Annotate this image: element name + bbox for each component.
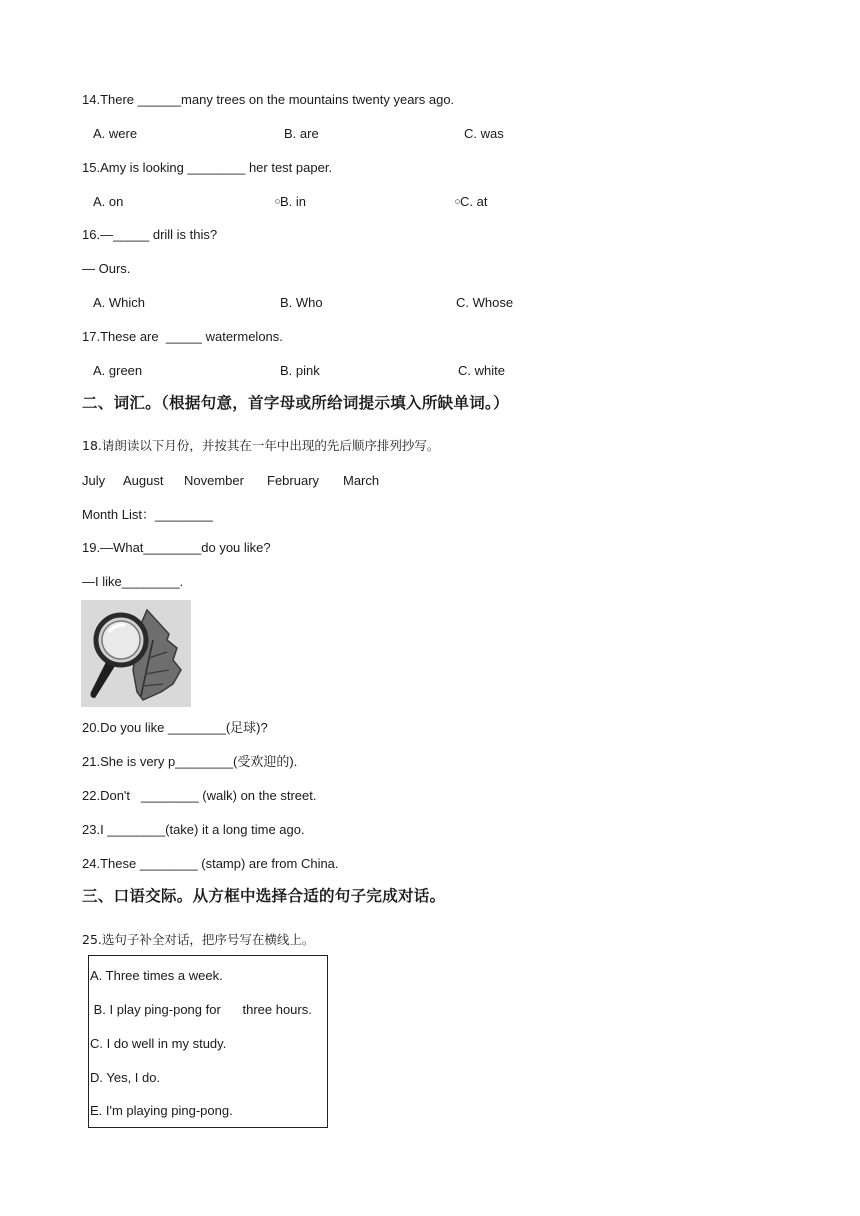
q15-option-c: C. at: [460, 194, 488, 209]
q14-option-c: C. was: [464, 126, 504, 141]
q22-sentence: 22.Don't ________ (walk) on the street.: [82, 788, 317, 803]
q15-option-b: B. in: [280, 194, 307, 209]
q17-option-a: A. green: [93, 363, 143, 378]
q18-month-march: March: [343, 473, 380, 488]
q20-sentence: 20.Do you like ________(足球)?: [82, 720, 268, 735]
section-3-heading: 三、口语交际。从方框中选择合适的句子完成对话。: [82, 887, 446, 905]
q16-stem: 16.—_____ drill is this?: [82, 227, 218, 242]
q18-month-list-label: Month List：________: [82, 507, 213, 522]
q18-month-february: February: [267, 473, 320, 488]
q25-stem: 25.选句子补全对话，把序号写在横线上。: [82, 932, 315, 947]
q16-option-c: C. Whose: [456, 295, 514, 310]
q15-option-a: A. on: [93, 194, 124, 209]
section-2-heading: 二、词汇。（根据句意，首字母或所给词提示填入所缺单词。）: [82, 394, 509, 412]
q16-option-a: A. Which: [93, 295, 146, 310]
q24-sentence: 24.These ________ (stamp) are from China.: [82, 856, 339, 871]
q16-reply: — Ours.: [82, 261, 131, 276]
q18-stem: 18.请朗读以下月份，并按其在一年中出现的先后顺序排列抄写。: [82, 438, 440, 453]
q15-stem: 15.Amy is looking ________ her test paper.: [82, 160, 333, 175]
q21-sentence: 21.She is very p________(受欢迎的).: [82, 754, 298, 769]
q14-option-a: A. were: [93, 126, 138, 141]
q19-answer: —I like________.: [82, 574, 184, 589]
q25-box-option-a: A. Three times a week.: [90, 968, 223, 983]
q16-option-b: B. Who: [280, 295, 323, 310]
q25-box-option-e: E. I'm playing ping-pong.: [90, 1103, 233, 1118]
q17-option-b: B. pink: [280, 363, 320, 378]
q25-sentence-box: [88, 955, 328, 1128]
q17-option-c: C. white: [458, 363, 505, 378]
q18-month-november: November: [184, 473, 244, 488]
q17-stem: 17.These are _____ watermelons.: [82, 329, 283, 344]
q18-month-august: August: [123, 473, 164, 488]
q23-sentence: 23.I ________(take) it a long time ago.: [82, 822, 305, 837]
q18-month-july: July: [82, 473, 106, 488]
q14-stem: 14.There ______many trees on the mountains twenty years ago.: [82, 92, 455, 107]
q14-option-b: B. are: [284, 126, 319, 141]
q25-box-option-c: C. I do well in my study.: [90, 1036, 227, 1051]
q25-box-option-b: B. I play ping-pong for three hours.: [90, 1002, 312, 1017]
q19-question: 19.—What________do you like?: [82, 540, 271, 555]
magnifying-glass-leaf-icon: [81, 600, 191, 707]
q25-box-option-d: D. Yes, I do.: [90, 1070, 161, 1085]
